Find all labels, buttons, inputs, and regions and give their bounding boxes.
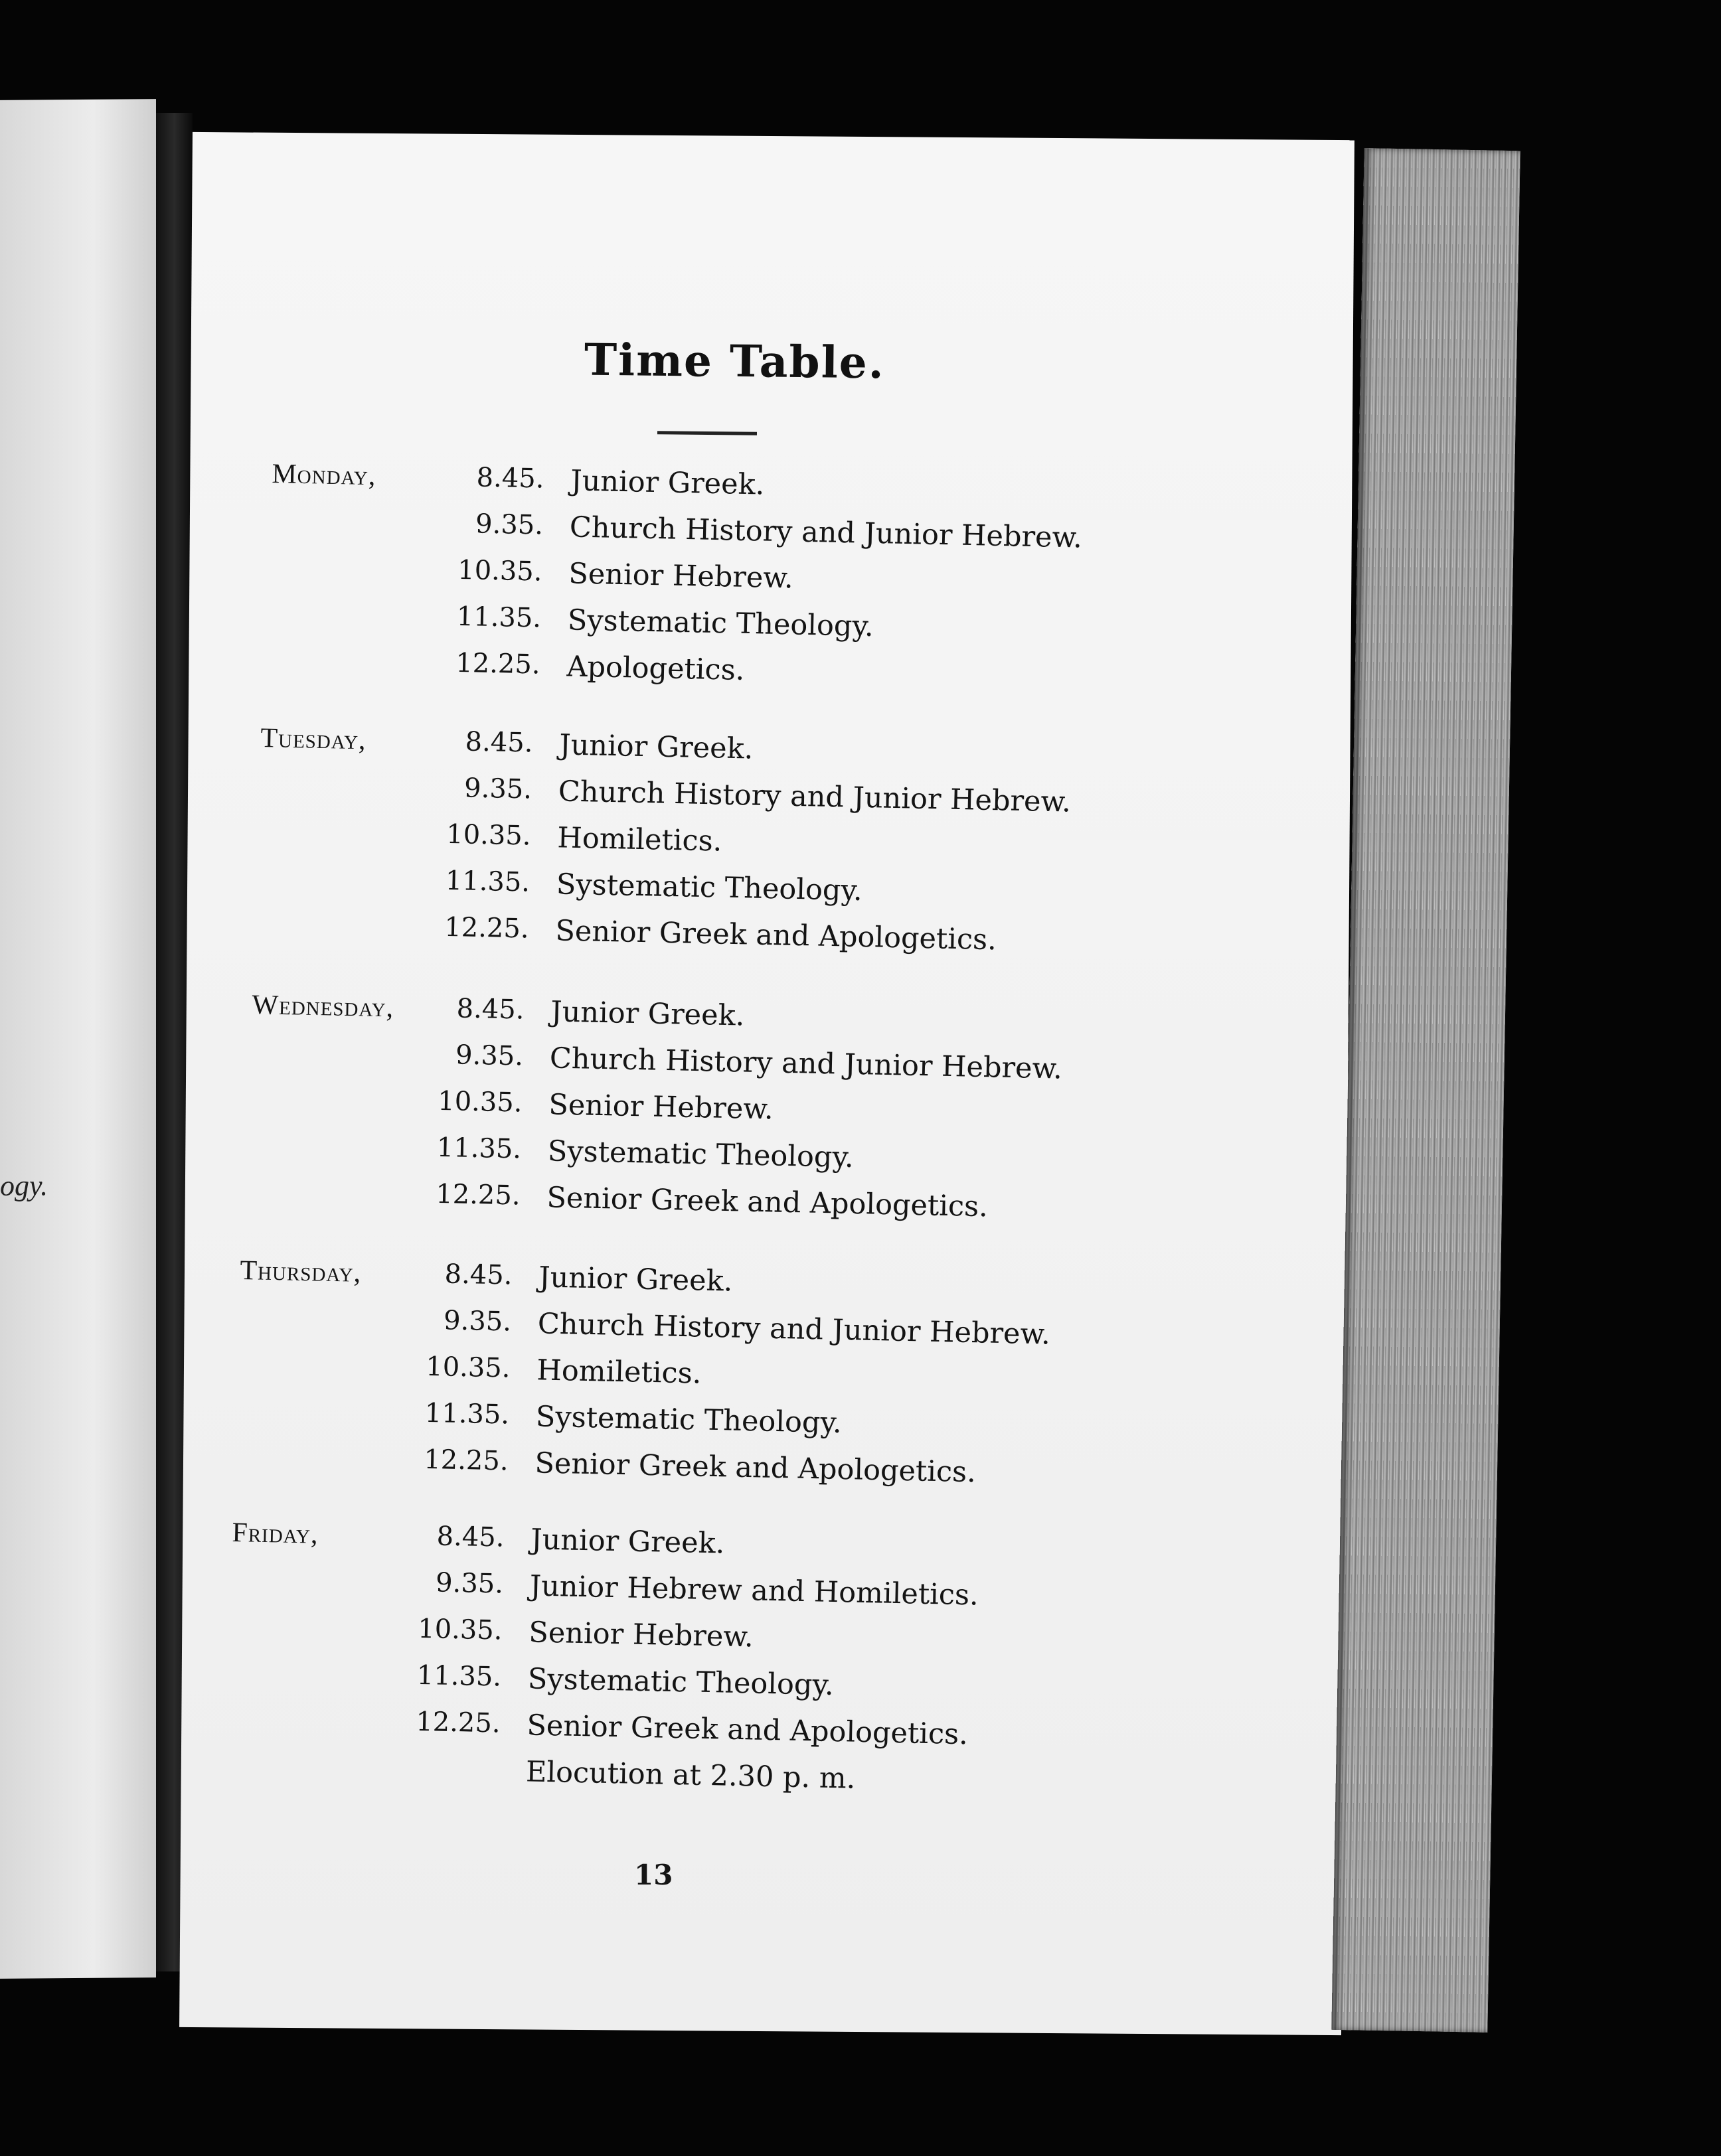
subject: Systematic Theology. bbox=[535, 1400, 843, 1440]
time-slot: 12.25. bbox=[435, 1178, 521, 1211]
time-slot: 8.45. bbox=[456, 993, 525, 1026]
page-edge bbox=[1331, 148, 1520, 2033]
time-slot: 9.35. bbox=[443, 1305, 512, 1338]
time-slot: 10.35. bbox=[417, 1613, 503, 1646]
subject: Systematic Theology. bbox=[527, 1662, 835, 1703]
time-slot: 10.35. bbox=[446, 818, 531, 852]
subject: Senior Hebrew. bbox=[568, 557, 794, 595]
subject: Junior Greek. bbox=[530, 1523, 725, 1561]
time-slot: 10.35. bbox=[425, 1351, 511, 1384]
day-name: Thursday, bbox=[240, 1255, 362, 1288]
day-name: Wednesday, bbox=[252, 989, 394, 1024]
subject: Junior Greek. bbox=[550, 995, 745, 1033]
time-slot: 12.25. bbox=[455, 647, 541, 680]
time-slot: 8.45. bbox=[476, 462, 544, 495]
time-slot: 12.25. bbox=[415, 1706, 501, 1739]
day-name: Monday, bbox=[272, 458, 376, 492]
subject: Junior Greek. bbox=[558, 728, 754, 766]
subject: Junior Greek. bbox=[538, 1261, 733, 1298]
subject: Senior Hebrew. bbox=[528, 1616, 754, 1654]
subject: Systematic Theology. bbox=[547, 1134, 855, 1175]
subject: Senior Greek and Apologetics. bbox=[554, 914, 997, 957]
subject: Senior Greek and Apologetics. bbox=[546, 1181, 989, 1224]
elocution-note: Elocution at 2.30 p. m. bbox=[525, 1755, 856, 1796]
subject: Homiletics. bbox=[536, 1353, 702, 1391]
time-slot: 9.35. bbox=[435, 1567, 504, 1600]
subject: Church History and Junior Hebrew. bbox=[549, 1041, 1063, 1086]
left-page bbox=[0, 99, 156, 1979]
left-page-fragment: ogy. bbox=[0, 1169, 48, 1202]
time-slot: 11.35. bbox=[436, 1132, 522, 1165]
subject: Senior Hebrew. bbox=[548, 1088, 774, 1126]
time-slot: 11.35. bbox=[445, 865, 531, 898]
time-slot: 12.25. bbox=[444, 911, 530, 945]
time-slot: 12.25. bbox=[423, 1444, 509, 1477]
subject: Church History and Junior Hebrew. bbox=[569, 510, 1083, 555]
time-slot: 11.35. bbox=[424, 1397, 510, 1430]
time-slot: 8.45. bbox=[436, 1521, 505, 1553]
time-slot: 8.45. bbox=[465, 726, 533, 759]
right-page bbox=[179, 132, 1354, 2035]
time-slot: 10.35. bbox=[437, 1085, 523, 1118]
day-name: Friday, bbox=[232, 1517, 319, 1550]
subject: Systematic Theology. bbox=[556, 868, 863, 908]
time-slot: 10.35. bbox=[457, 554, 542, 587]
time-slot: 9.35. bbox=[463, 773, 533, 805]
page-title: Time Table. bbox=[584, 333, 886, 389]
time-slot: 11.35. bbox=[416, 1659, 502, 1693]
subject: Church History and Junior Hebrew. bbox=[537, 1307, 1051, 1351]
subject: Systematic Theology. bbox=[567, 603, 874, 644]
time-slot: 11.35. bbox=[456, 601, 542, 634]
page-number: 13 bbox=[634, 1859, 673, 1891]
day-name: Tuesday, bbox=[260, 722, 367, 756]
subject: Senior Greek and Apologetics. bbox=[526, 1709, 969, 1752]
subject: Junior Greek. bbox=[570, 464, 765, 502]
time-slot: 8.45. bbox=[444, 1259, 513, 1291]
subject: Junior Hebrew and Homiletics. bbox=[529, 1569, 979, 1612]
subject: Church History and Junior Hebrew. bbox=[558, 775, 1072, 819]
subject: Apologetics. bbox=[566, 650, 745, 687]
time-slot: 9.35. bbox=[455, 1040, 524, 1072]
subject: Senior Greek and Apologetics. bbox=[534, 1446, 977, 1490]
subject: Homiletics. bbox=[556, 821, 722, 858]
time-slot: 9.35. bbox=[475, 508, 544, 541]
